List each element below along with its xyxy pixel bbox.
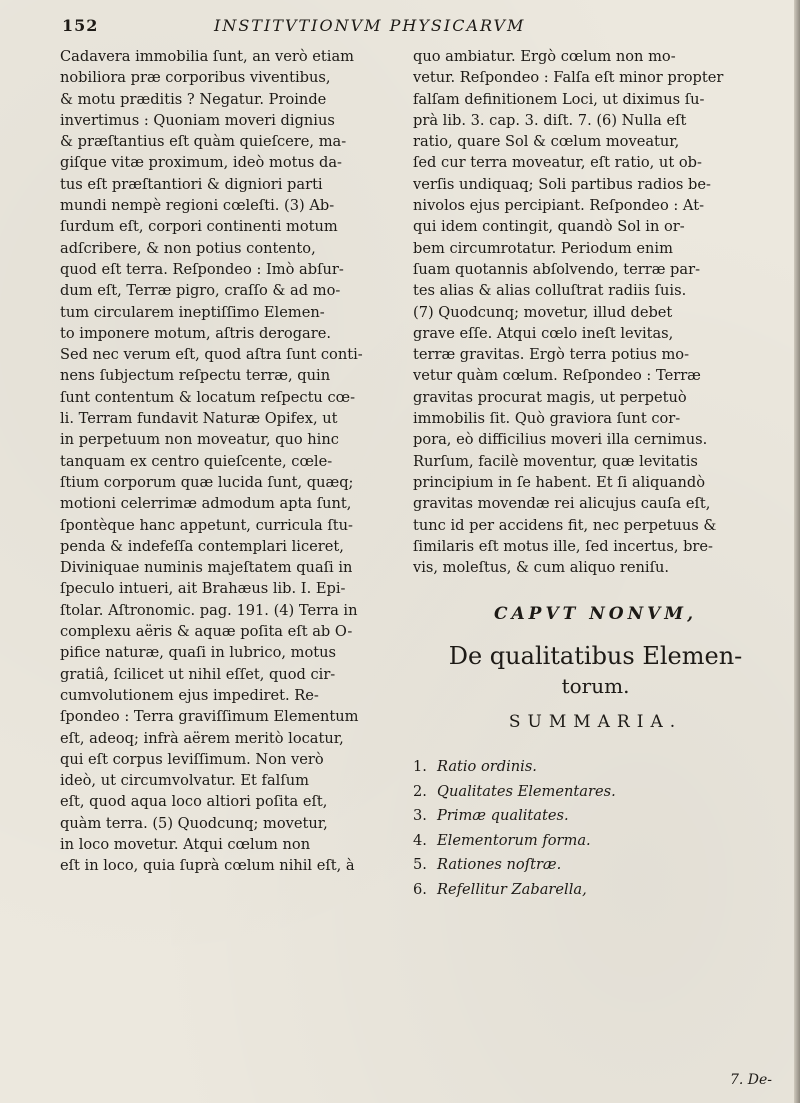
left_column-line: complexu aëris & aquæ poſita eſt ab O- bbox=[60, 623, 353, 641]
summary-item-text: Refellitur Zabarella, bbox=[437, 880, 587, 898]
summary-item bbox=[413, 755, 778, 780]
right_column-line: (7) Quodcunq; movetur, illud debet bbox=[413, 303, 673, 321]
page-header bbox=[62, 12, 782, 42]
right_column-line: nivolos ejus percipiant. Reſpondeo : At- bbox=[413, 197, 705, 215]
summary-item bbox=[413, 853, 778, 878]
right-column bbox=[413, 46, 778, 917]
left_column-line: ſpondeo : Terra graviſſimum Elementum bbox=[60, 708, 359, 726]
left_column-line: ſurdum eſt, corpori continenti motum bbox=[60, 218, 338, 236]
summary-list bbox=[413, 755, 778, 902]
summary-item-number: 2. bbox=[413, 782, 427, 800]
summary-item-text: Qualitates Elementares. bbox=[437, 782, 616, 800]
summary-item-number: 6. bbox=[413, 880, 427, 898]
chapter-title: De qualitatibus Elemen- bbox=[448, 641, 743, 670]
right_column-line: qui idem contingit, quandò Sol in or- bbox=[413, 218, 685, 236]
summary-item-number: 5. bbox=[413, 856, 427, 874]
right_column-line: principium in ſe habent. Et ſi aliquandò bbox=[413, 473, 705, 491]
left_column-line: invertimus : Quoniam moveri dignius bbox=[60, 111, 335, 129]
left_column-line: eſt, quod aqua loco altiori poſita eſt, bbox=[60, 793, 328, 811]
left_column-line: ſtium corporum quæ lucida ſunt, quæq; bbox=[60, 473, 354, 491]
left-column bbox=[60, 46, 398, 877]
catchword: 7. De- bbox=[729, 1072, 772, 1088]
right_column-line: verſis undiquaq; Soli partibus radios be- bbox=[413, 175, 711, 193]
right_column-line: pora, eò difficilius moveri illa cernimus. bbox=[413, 431, 708, 449]
right_column-line: falſam definitionem Loci, ut diximus ſu- bbox=[413, 90, 705, 108]
summary-item-text: Rationes noſtræ. bbox=[437, 856, 562, 874]
right_column-line: ſimilaris eſt motus ille, ſed incertus, bre- bbox=[413, 537, 713, 555]
right_column-line: tes alias & alias colluſtrat radiis ſuis. bbox=[413, 282, 687, 300]
right_column-line: Rurſum, facilè moventur, quæ levitatis bbox=[413, 452, 698, 470]
summary-item bbox=[413, 829, 778, 854]
left_column-line: motioni celerrimæ admodum apta ſunt, bbox=[60, 495, 352, 513]
chapter-title-continued: torum. bbox=[561, 673, 630, 698]
right_column-line: vetur quàm cœlum. Reſpondeo : Terræ bbox=[413, 367, 701, 385]
left_column-line: giſque vitæ proximum, ideò motus da- bbox=[60, 154, 342, 172]
left_column-line: eſt in loco, quia ſuprà cœlum nihil eſt, à bbox=[60, 857, 355, 875]
right-column-text bbox=[413, 46, 778, 578]
right_column-line: gravitas movendæ rei alicujus cauſa eſt, bbox=[413, 495, 711, 513]
left_column-line: ideò, ut circumvolvatur. Et falſum bbox=[60, 772, 309, 790]
left_column-line: in loco movetur. Atqui cœlum non bbox=[60, 835, 311, 853]
summary-item bbox=[413, 804, 778, 829]
right_column-line: vis, moleſtus, & cum aliquo reniſu. bbox=[413, 559, 670, 577]
left_column-line: cumvolutionem ejus impediret. Re- bbox=[60, 686, 319, 704]
left_column-line: in perpetuum non moveatur, quo hinc bbox=[60, 431, 339, 449]
left_column-line: ſunt contentum & locatum reſpectu cœ- bbox=[60, 388, 356, 406]
summary-item bbox=[413, 780, 778, 805]
left_column-line: tus eſt præſtantiori & digniori parti bbox=[60, 175, 323, 193]
summary-item-number: 4. bbox=[413, 831, 427, 849]
right_column-line: gravitas procurat magis, ut perpetuò bbox=[413, 388, 687, 406]
right_column-line: grave eſſe. Atqui cœlo ineſt levitas, bbox=[413, 324, 674, 342]
left_column-line: & motu præditis ? Negatur. Proinde bbox=[60, 90, 327, 108]
left_column-line: tanquam ex centro quieſcente, cœle- bbox=[60, 452, 333, 470]
left_column-line: penda & indefeſſa contemplari liceret, bbox=[60, 537, 344, 555]
right_column-line: vetur. Reſpondeo : Falſa eſt minor propter bbox=[413, 69, 724, 87]
left_column-line: Diviniquae numinis majeſtatem quaſi in bbox=[60, 559, 353, 577]
left_column-line: dum eſt, Terræ pigro, craſſo & ad mo- bbox=[60, 282, 341, 300]
left_column-line: nens ſubjectum reſpectu terræ, quin bbox=[60, 367, 331, 385]
summaria-heading: SUMMARIA. bbox=[508, 711, 683, 732]
left_column-line: pifice naturæ, quaſi in lubrico, motus bbox=[60, 644, 337, 662]
left_column-line: ſpeculo intueri, ait Brahæus lib. I. Epi- bbox=[60, 580, 346, 598]
right_column-line: bem circumrotatur. Periodum enim bbox=[413, 239, 673, 257]
right_column-line: ſuam quotannis abſolvendo, terræ par- bbox=[413, 260, 701, 278]
left_column-line: quàm terra. (5) Quodcunq; movetur, bbox=[60, 814, 328, 832]
left_column-line: Sed nec verum eſt, quod aſtra ſunt conti- bbox=[60, 346, 363, 364]
left_column-line: ſtolar. Aſtronomic. pag. 191. (4) Terra in bbox=[60, 601, 358, 619]
summary-item-text: Primæ qualitates. bbox=[437, 807, 569, 825]
right_column-line: ſed cur terra moveatur, eſt ratio, ut ob- bbox=[413, 154, 702, 172]
summary-item-number: 1. bbox=[413, 758, 427, 776]
page-edge-shadow bbox=[794, 0, 800, 1103]
left_column-line: to imponere motum, aſtris derogare. bbox=[60, 324, 331, 342]
running-head: INSTITVTIONVM PHYSICARVM bbox=[214, 16, 526, 35]
right_column-line: terræ gravitas. Ergò terra potius mo- bbox=[413, 346, 690, 364]
right_column-line: immobilis ſit. Quò graviora ſunt cor- bbox=[413, 410, 681, 428]
left_column-line: ſpontèque hanc appetunt, curricula ſtu- bbox=[60, 516, 353, 534]
summary-item-number: 3. bbox=[413, 807, 427, 825]
left_column-line: nobiliora præ corporibus viventibus, bbox=[60, 69, 331, 87]
summary-item-text: Elementorum forma. bbox=[437, 831, 591, 849]
chapter-heading: CAPVT NONVM, bbox=[493, 604, 698, 625]
left_column-line: Cadavera immobilia ſunt, an verò etiam bbox=[60, 48, 354, 65]
page-number: 152 bbox=[62, 16, 99, 35]
left_column-line: gratiâ, ſcilicet ut nihil eſſet, quod cir- bbox=[60, 665, 336, 683]
right_column-line: prà lib. 3. cap. 3. diſt. 7. (6) Nulla eſt bbox=[413, 111, 687, 129]
left_column-line: adſcribere, & non potius contento, bbox=[60, 239, 316, 257]
right_column-line: ratio, quare Sol & cœlum moveatur, bbox=[413, 133, 680, 151]
right_column-line: quo ambiatur. Ergò cœlum non mo- bbox=[413, 48, 676, 65]
left_column-line: eſt, adeoq; infrà aërem meritò locatur, bbox=[60, 729, 344, 747]
left_column-line: quod eſt terra. Reſpondeo : Imò abſur- bbox=[60, 260, 344, 278]
right_column-line: tunc id per accidens fit, nec perpetuus & bbox=[413, 516, 717, 534]
left_column-line: li. Terram fundavit Naturæ Opifex, ut bbox=[60, 410, 338, 428]
left_column-line: & præſtantius eſt quàm quieſcere, ma- bbox=[60, 133, 347, 151]
left_column-line: tum circularem ineptiſſimo Elemen- bbox=[60, 303, 325, 321]
left_column-line: mundi nempè regioni cœleſti. (3) Ab- bbox=[60, 197, 335, 215]
summary-item bbox=[413, 878, 778, 903]
summary-item-text: Ratio ordinis. bbox=[437, 758, 537, 776]
left_column-line: qui eſt corpus leviſſimum. Non verò bbox=[60, 750, 324, 768]
